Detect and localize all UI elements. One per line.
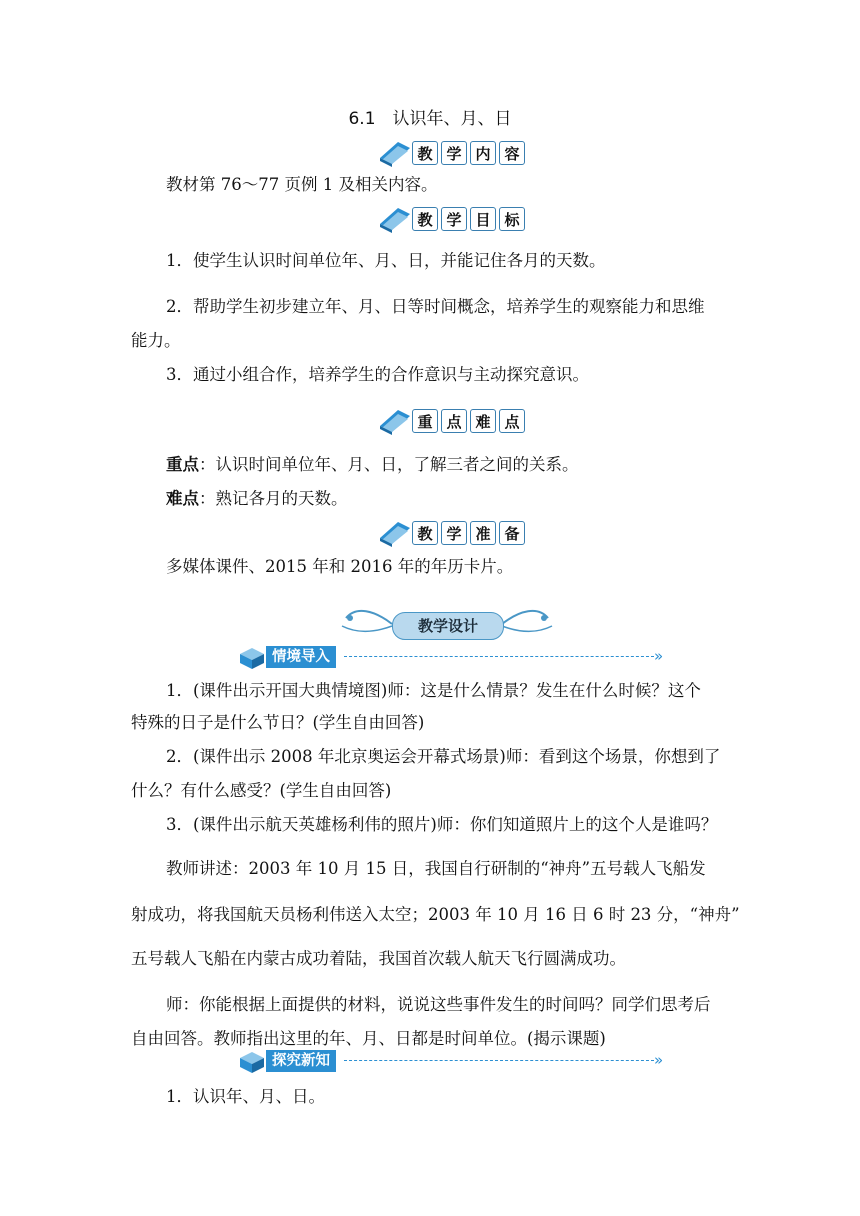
intro-label: 情境导入: [266, 646, 336, 668]
section-banner-goals: [378, 202, 528, 234]
banner-char: 内: [470, 141, 496, 165]
intro-line: 射成功，将我国航天员杨利伟送入太空；2003 年 10 月 16 日 6 时 23 分，“神舟”: [131, 905, 740, 924]
banner-char: 教: [412, 521, 438, 545]
book-icon: [378, 404, 412, 436]
banner-char: 备: [499, 521, 525, 545]
difficult-point: [166, 488, 348, 510]
content-text: 教材第 76～77 页例 1 及相关内容。: [166, 175, 438, 194]
intro-line: 自由回答。教师指出这里的年、月、日都是时间单位。(揭示课题): [131, 1029, 606, 1048]
intro-line: 教师讲述：2003 年 10 月 15 日，我国自行研制的“神舟”五号载人飞船发: [166, 859, 706, 878]
banner-char: 学: [441, 141, 467, 165]
banner-char: 教: [412, 207, 438, 231]
banner-char: 教: [412, 141, 438, 165]
goal-item: 2．帮助学生初步建立年、月、日等时间概念，培养学生的观察能力和思维: [166, 297, 705, 316]
banner-char: 重: [412, 409, 438, 433]
double-arrow-icon: »: [654, 647, 664, 665]
banner-char: 标: [499, 207, 525, 231]
intro-line: 3．(课件出示航天英雄杨利伟的照片)师：你们知道照片上的这个人是谁吗？: [166, 815, 718, 834]
difficult-label: 难点: [166, 489, 199, 508]
prep-text: 多媒体课件、2015 年和 2016 年的年历卡片。: [166, 557, 514, 576]
key-text: ：认识时间单位年、月、日，了解三者之间的关系。: [199, 455, 579, 474]
section-explore: [236, 1048, 666, 1074]
intro-line: 五号载人飞船在内蒙古成功着陆，我国首次载人航天飞行圆满成功。: [131, 949, 626, 968]
lesson-title: 6.1 认识年、月、日: [348, 109, 512, 129]
explore-label: 探究新知: [266, 1050, 336, 1072]
intro-line: 特殊的日子是什么节日？(学生自由回答): [131, 713, 425, 732]
intro-line: 师：你能根据上面提供的材料，说说这些事件发生的时间吗？同学们思考后: [166, 995, 711, 1014]
key-point: [166, 454, 579, 476]
intro-line: 什么？有什么感受？(学生自由回答): [131, 781, 392, 800]
goal-item: 3．通过小组合作，培养学生的合作意识与主动探究意识。: [166, 365, 589, 384]
explore-line: 1．认识年、月、日。: [166, 1087, 325, 1106]
banner-char: 目: [470, 207, 496, 231]
double-arrow-icon: »: [654, 1051, 664, 1069]
section-banner-prep: [378, 516, 528, 548]
key-label: 重点: [166, 455, 199, 474]
cube-icon: [236, 1048, 266, 1074]
goal-item: 1．使学生认识时间单位年、月、日，并能记住各月的天数。: [166, 251, 606, 270]
banner-char: 学: [441, 207, 467, 231]
banner-char: 点: [499, 409, 525, 433]
goal-item: 能力。: [131, 331, 181, 350]
banner-char: 准: [470, 521, 496, 545]
section-banner-keypoints: [378, 404, 528, 436]
cube-icon: [236, 644, 266, 670]
book-icon: [378, 136, 412, 168]
design-header: [340, 604, 554, 644]
banner-char: 点: [441, 409, 467, 433]
dashed-rule: [344, 656, 654, 657]
banner-char: 难: [470, 409, 496, 433]
section-banner-content: [378, 136, 528, 168]
banner-char: 容: [499, 141, 525, 165]
intro-line: 1．(课件出示开国大典情境图)师：这是什么情景？发生在什么时候？这个: [166, 681, 701, 700]
banner-char: 学: [441, 521, 467, 545]
dashed-rule: [344, 1060, 654, 1061]
book-icon: [378, 202, 412, 234]
design-title: 教学设计: [392, 612, 504, 640]
book-icon: [378, 516, 412, 548]
difficult-text: ：熟记各月的天数。: [199, 489, 348, 508]
section-intro: [236, 644, 666, 670]
intro-line: 2．(课件出示 2008 年北京奥运会开幕式场景)师：看到这个场景，你想到了: [166, 747, 721, 766]
